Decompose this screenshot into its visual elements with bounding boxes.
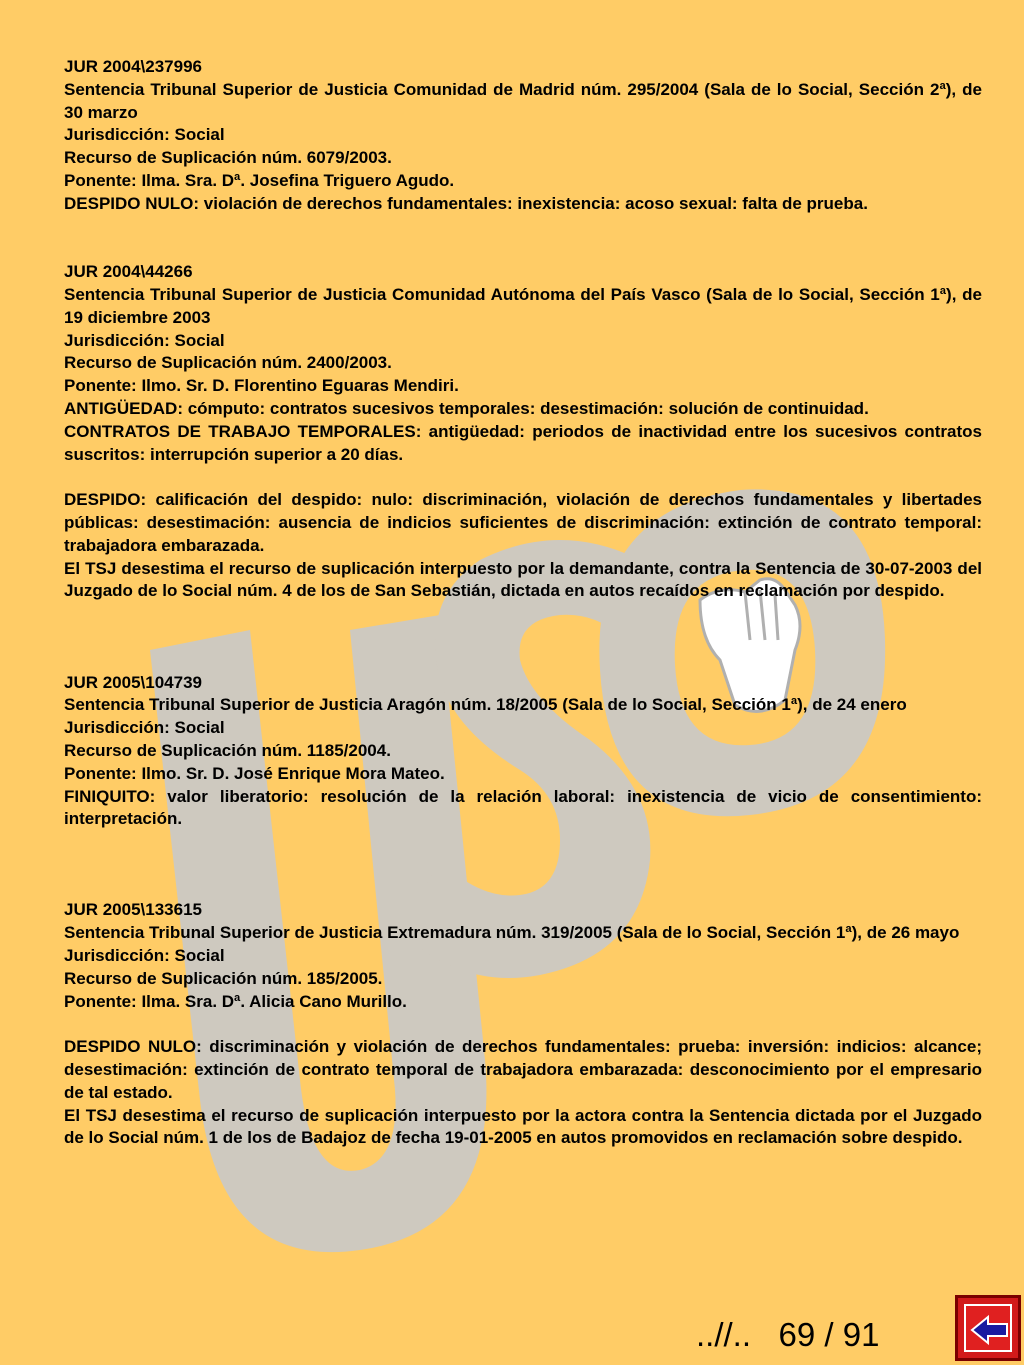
case-court-ruling: Sentencia Tribunal Superior de Justicia Comunidad de Madrid núm. 295/2004 (Sala de lo Social, Sección 2ª), de 30 marzo (64, 79, 982, 122)
page-footer (696, 1316, 879, 1354)
case-entry-2 (64, 261, 982, 603)
case-entry-4 (64, 899, 982, 1150)
document-body (64, 56, 982, 1150)
case-summary: DESPIDO: calificación del despido: nulo: discriminación, violación de derechos fundamentales y libertades públicas: desestimación: ausencia de indicios suficientes de discriminación: extinción de contrato temporal: trabajadora embarazada. (64, 490, 982, 555)
case-appeal: Recurso de Suplicación núm. 2400/2003. (64, 353, 392, 373)
case-decision: El TSJ desestima el recurso de suplicación interpuesto por la actora contra la Sentencia dictada por el Juzgado de lo Social núm. 1 de los de Badajoz de fecha 19-01-2005 en autos promovidos en reclamación sobre despido. (64, 1105, 982, 1148)
case-summary: DESPIDO NULO: violación de derechos fundamentales: inexistencia: acoso sexual: falta de prueba. (64, 193, 868, 213)
case-entry-1 (64, 56, 982, 216)
case-appeal: Recurso de Suplicación núm. 1185/2004. (64, 740, 391, 760)
case-judge: Ponente: Ilma. Sra. Dª. Josefina Triguero Agudo. (64, 170, 455, 190)
case-reference: JUR 2004\44266 (64, 262, 193, 282)
back-button[interactable] (955, 1295, 1021, 1361)
case-court-ruling: Sentencia Tribunal Superior de Justicia Aragón núm. 18/2005 (Sala de lo Social, Sección 1ª), de 24 enero (64, 695, 907, 715)
page-total: 91 (842, 1316, 880, 1353)
case-jurisdiction: Jurisdicción: Social (64, 946, 225, 966)
back-arrow-icon (970, 1314, 1010, 1346)
case-judge: Ponente: Ilmo. Sr. D. Florentino Eguaras Mendiri. (64, 376, 459, 396)
case-summary: ANTIGÜEDAD: cómputo: contratos sucesivos temporales: desestimación: solución de continuidad. (64, 398, 869, 418)
case-court-ruling: Sentencia Tribunal Superior de Justicia Extremadura núm. 319/2005 (Sala de lo Social, Sección 1ª), de 26 mayo (64, 923, 960, 943)
case-reference: JUR 2005\133615 (64, 900, 203, 920)
case-reference: JUR 2005\104739 (64, 672, 203, 692)
case-entry-3 (64, 672, 982, 832)
case-jurisdiction: Jurisdicción: Social (64, 330, 225, 350)
case-court-ruling: Sentencia Tribunal Superior de Justicia Comunidad Autónoma del País Vasco (Sala de lo Social, Sección 1ª), de 19 diciembre 2003 (64, 284, 982, 327)
case-summary: FINIQUITO: valor liberatorio: resolución de la relación laboral: inexistencia de vicio de consentimiento: interpretación. (64, 786, 982, 829)
case-judge: Ponente: Ilma. Sra. Dª. Alicia Cano Murillo. (64, 991, 407, 1011)
case-appeal: Recurso de Suplicación núm. 6079/2003. (64, 148, 392, 168)
case-summary: DESPIDO NULO: discriminación y violación de derechos fundamentales: prueba: inversión: indicios: alcance; desestimación: extinción de contrato temporal de trabajadora embarazada: desconocimiento por el empresario de tal estado. (64, 1037, 982, 1102)
page-separator: / (824, 1316, 834, 1353)
page-current: 69 (778, 1316, 816, 1353)
case-jurisdiction: Jurisdicción: Social (64, 125, 225, 145)
continuation-marker: ..//.. (696, 1316, 752, 1353)
case-summary: CONTRATOS DE TRABAJO TEMPORALES: antigüedad: periodos de inactividad entre los sucesivos contratos suscritos: interrupción superior a 20 días. (64, 421, 982, 464)
case-jurisdiction: Jurisdicción: Social (64, 718, 225, 738)
case-decision: El TSJ desestima el recurso de suplicación interpuesto por la demandante, contra la Sentencia de 30-07-2003 del Juzgado de lo Social núm. 4 de los de San Sebastián, dictada en autos recaídos en reclamación por despido. (64, 558, 982, 601)
case-reference: JUR 2004\237996 (64, 57, 203, 76)
case-judge: Ponente: Ilmo. Sr. D. José Enrique Mora Mateo. (64, 763, 445, 783)
case-appeal: Recurso de Suplicación núm. 185/2005. (64, 968, 383, 988)
